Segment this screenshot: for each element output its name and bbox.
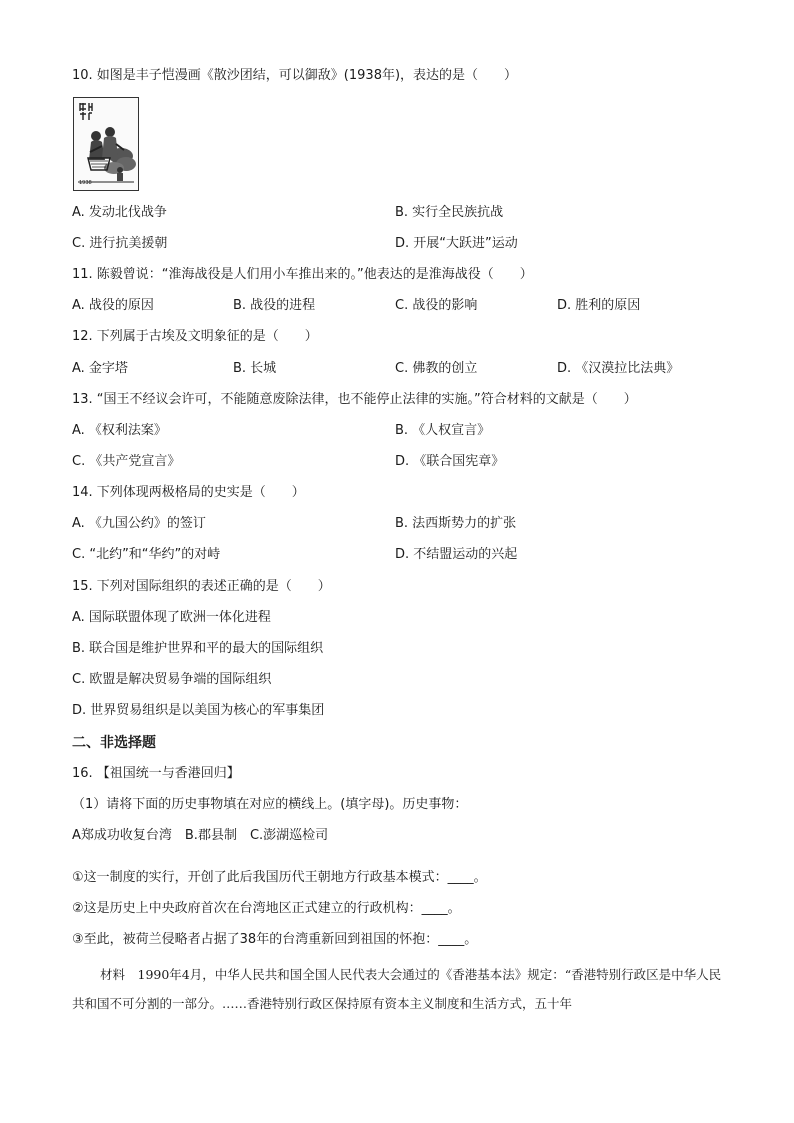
- q13-option-a[interactable]: A. 《权利法案》: [72, 423, 167, 438]
- q15-option-a[interactable]: A. 国际联盟体现了欧洲一体化进程: [72, 610, 271, 625]
- q15-option-d[interactable]: D. 世界贸易组织是以美国为核心的军事集团: [72, 703, 325, 718]
- q13-option-d[interactable]: D. 《联合国宪章》: [395, 454, 505, 469]
- q14-option-a[interactable]: A. 《九国公约》的签订: [72, 516, 206, 531]
- q13-option-c[interactable]: C. 《共产党宣言》: [72, 454, 181, 469]
- q14-option-d[interactable]: D. 不结盟运动的兴起: [395, 547, 518, 562]
- q12-option-c[interactable]: C. 佛教的创立: [395, 361, 478, 376]
- question-12-stem: 12. 下列属于古埃及文明象征的是（ ）: [72, 329, 318, 344]
- question-11-stem: 11. 陈毅曾说：“淮海战役是人们用小车推出来的。”他表达的是淮海战役（ ）: [72, 267, 533, 282]
- q12-option-a[interactable]: A. 金字塔: [72, 361, 128, 376]
- q11-option-d[interactable]: D. 胜利的原因: [557, 298, 641, 313]
- question-16-stem: 16. 【祖国统一与香港回归】: [72, 766, 240, 781]
- cartoon-illustration-icon: [74, 98, 138, 190]
- q15-option-c[interactable]: C. 欧盟是解决贸易争端的国际组织: [72, 672, 272, 687]
- question-13-stem: 13. “国王不经议会许可，不能随意废除法律，也不能停止法律的实施。”符合材料的文献是（ ）: [72, 392, 637, 407]
- q12-option-b[interactable]: B. 长城: [233, 361, 277, 376]
- section-2-heading: 二、非选择题: [72, 735, 156, 751]
- question-16-blank-1[interactable]: ①这一制度的实行，开创了此后我国历代王朝地方行政基本模式：____。: [72, 870, 487, 885]
- q15-option-b[interactable]: B. 联合国是维护世界和平的最大的国际组织: [72, 641, 324, 656]
- cartoon-caption: 1938: [79, 180, 92, 186]
- q11-option-c[interactable]: C. 战役的影响: [395, 298, 478, 313]
- question-16-blank-3[interactable]: ③至此，被荷兰侵略者占据了38年的台湾重新回到祖国的怀抱：____。: [72, 932, 478, 947]
- question-16-blank-2[interactable]: ②这是历史上中央政府首次在台湾地区正式建立的行政机构：____。: [72, 901, 461, 916]
- question-14-stem: 14. 下列体现两极格局的史实是（ ）: [72, 485, 305, 500]
- q10-option-b[interactable]: B. 实行全民族抗战: [395, 205, 504, 220]
- q13-option-b[interactable]: B. 《人权宣言》: [395, 423, 491, 438]
- question-16-choices: A郑成功收复台湾 B.郡县制 C.澎湖巡检司: [72, 828, 329, 843]
- q11-option-a[interactable]: A. 战役的原因: [72, 298, 154, 313]
- q12-option-d[interactable]: D. 《汉漠拉比法典》: [557, 361, 680, 376]
- q10-option-c[interactable]: C. 进行抗美援朝: [72, 236, 168, 251]
- q14-option-b[interactable]: B. 法西斯势力的扩张: [395, 516, 517, 531]
- q14-option-c[interactable]: C. “北约”和“华约”的对峙: [72, 547, 221, 562]
- question-10-stem: 10. 如图是丰子恺漫画《散沙团结，可以御敌》(1938年)，表达的是（ ）: [72, 68, 518, 83]
- cartoon-image: [73, 97, 139, 191]
- question-16-part-1: （1）请将下面的历史事物填在对应的横线上。(填字母)。历史事物：: [72, 797, 468, 812]
- question-16-material: 材料 1990年4月，中华人民共和国全国人民代表大会通过的《香港基本法》规定：“香港特别行政区是中华人民共和国不可分割的一部分。……香港特别行政区保持原有资本主义制度和生活方式，五十年: [72, 967, 722, 1011]
- q11-option-b[interactable]: B. 战役的进程: [233, 298, 316, 313]
- question-15-stem: 15. 下列对国际组织的表述正确的是（ ）: [72, 579, 331, 594]
- q10-option-a[interactable]: A. 发动北伐战争: [72, 205, 167, 220]
- q10-option-d[interactable]: D. 开展“大跃进”运动: [395, 236, 518, 251]
